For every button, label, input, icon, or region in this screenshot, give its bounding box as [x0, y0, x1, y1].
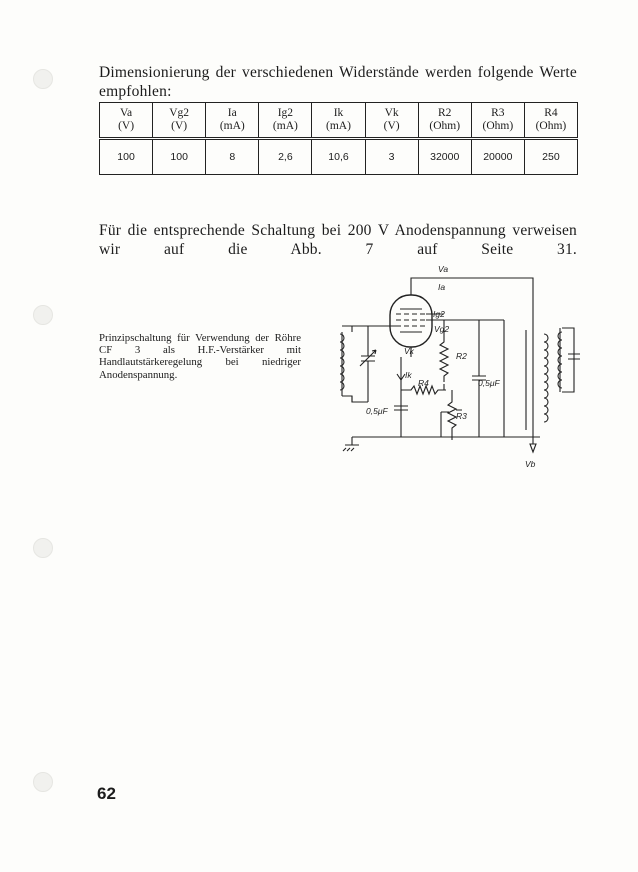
header-unit: (mA) [326, 120, 351, 132]
label-ik: Ik [405, 370, 412, 380]
header-unit: (Ohm) [535, 120, 567, 132]
table-cell: 100 [100, 139, 153, 175]
secondary-coil [558, 328, 580, 392]
label-ig2: Ig2 [433, 309, 445, 319]
circuit-diagram [330, 262, 590, 482]
header-unit: (Ohm) [482, 120, 514, 132]
column-header [471, 103, 524, 139]
column-header [524, 103, 577, 139]
table-cell: 32000 [418, 139, 471, 175]
label-r4: R4 [418, 378, 429, 388]
label-r2: R2 [456, 351, 467, 361]
page-number: 62 [97, 784, 116, 803]
table-header-row [100, 103, 578, 139]
table-cell: 250 [524, 139, 577, 175]
header-unit: (V) [118, 120, 135, 132]
column-header [259, 103, 312, 139]
label-vk: Vk [404, 346, 414, 356]
circuit-labels [366, 264, 536, 469]
figure-caption: Prinzipschaltung für Verwendung der Röhre CF 3 als H.F.-Verstärker mit Handlautstärkeregelung bei niedriger Anodenspannung. [99, 331, 301, 381]
header-unit: (Ohm) [429, 120, 461, 132]
header-name: Vk [384, 107, 399, 119]
header-unit: (mA) [272, 120, 298, 132]
header-name: R4 [544, 107, 558, 119]
label-ia: Ia [438, 282, 446, 292]
label-r3: R3 [456, 411, 467, 421]
header-unit: (V) [171, 120, 188, 132]
table-row [100, 139, 578, 175]
intro-paragraph: Dimensionierung der verschiedenen Widerstände werden folgende Werte empfohlen: [99, 63, 577, 100]
label-va: Va [438, 264, 449, 274]
label-vb: Vb [525, 459, 536, 469]
header-name: R3 [491, 107, 505, 119]
binder-hole [33, 772, 53, 792]
label-vg2: Vg2 [434, 324, 450, 334]
header-unit: (V) [383, 120, 400, 132]
body-paragraph: Für die entsprechende Schaltung bei 200 V Anodenspannung verweisen wir auf die Abb. 7 auf Seite 31. [99, 221, 577, 258]
ground-rail [343, 437, 540, 451]
binder-hole [33, 305, 53, 325]
header-name: Va [119, 107, 133, 119]
header-name: R2 [438, 107, 452, 119]
table-cell: 8 [206, 139, 259, 175]
binder-hole [33, 538, 53, 558]
table-cell: 2,6 [259, 139, 312, 175]
label-c1: 0,5μF [366, 406, 388, 416]
table-cell: 10,6 [312, 139, 365, 175]
column-header [100, 103, 153, 139]
binder-hole [33, 69, 53, 89]
label-c2: 0,5μF [478, 378, 500, 388]
header-name: Vg2 [169, 107, 190, 119]
header-name: Ik [333, 107, 344, 119]
input-coil [340, 326, 387, 402]
table-cell: 3 [365, 139, 418, 175]
input-variable-capacitor [360, 326, 376, 402]
header-name: Ia [227, 107, 237, 119]
table-cell: 100 [153, 139, 206, 175]
column-header [418, 103, 471, 139]
values-table [99, 102, 578, 175]
table-cell: 20000 [471, 139, 524, 175]
column-header [153, 103, 206, 139]
header-name: Ig2 [277, 107, 294, 119]
cathode-network [394, 357, 446, 437]
column-header [312, 103, 365, 139]
header-unit: (mA) [219, 120, 245, 132]
output-coil [504, 320, 548, 452]
column-header [365, 103, 418, 139]
column-header [206, 103, 259, 139]
